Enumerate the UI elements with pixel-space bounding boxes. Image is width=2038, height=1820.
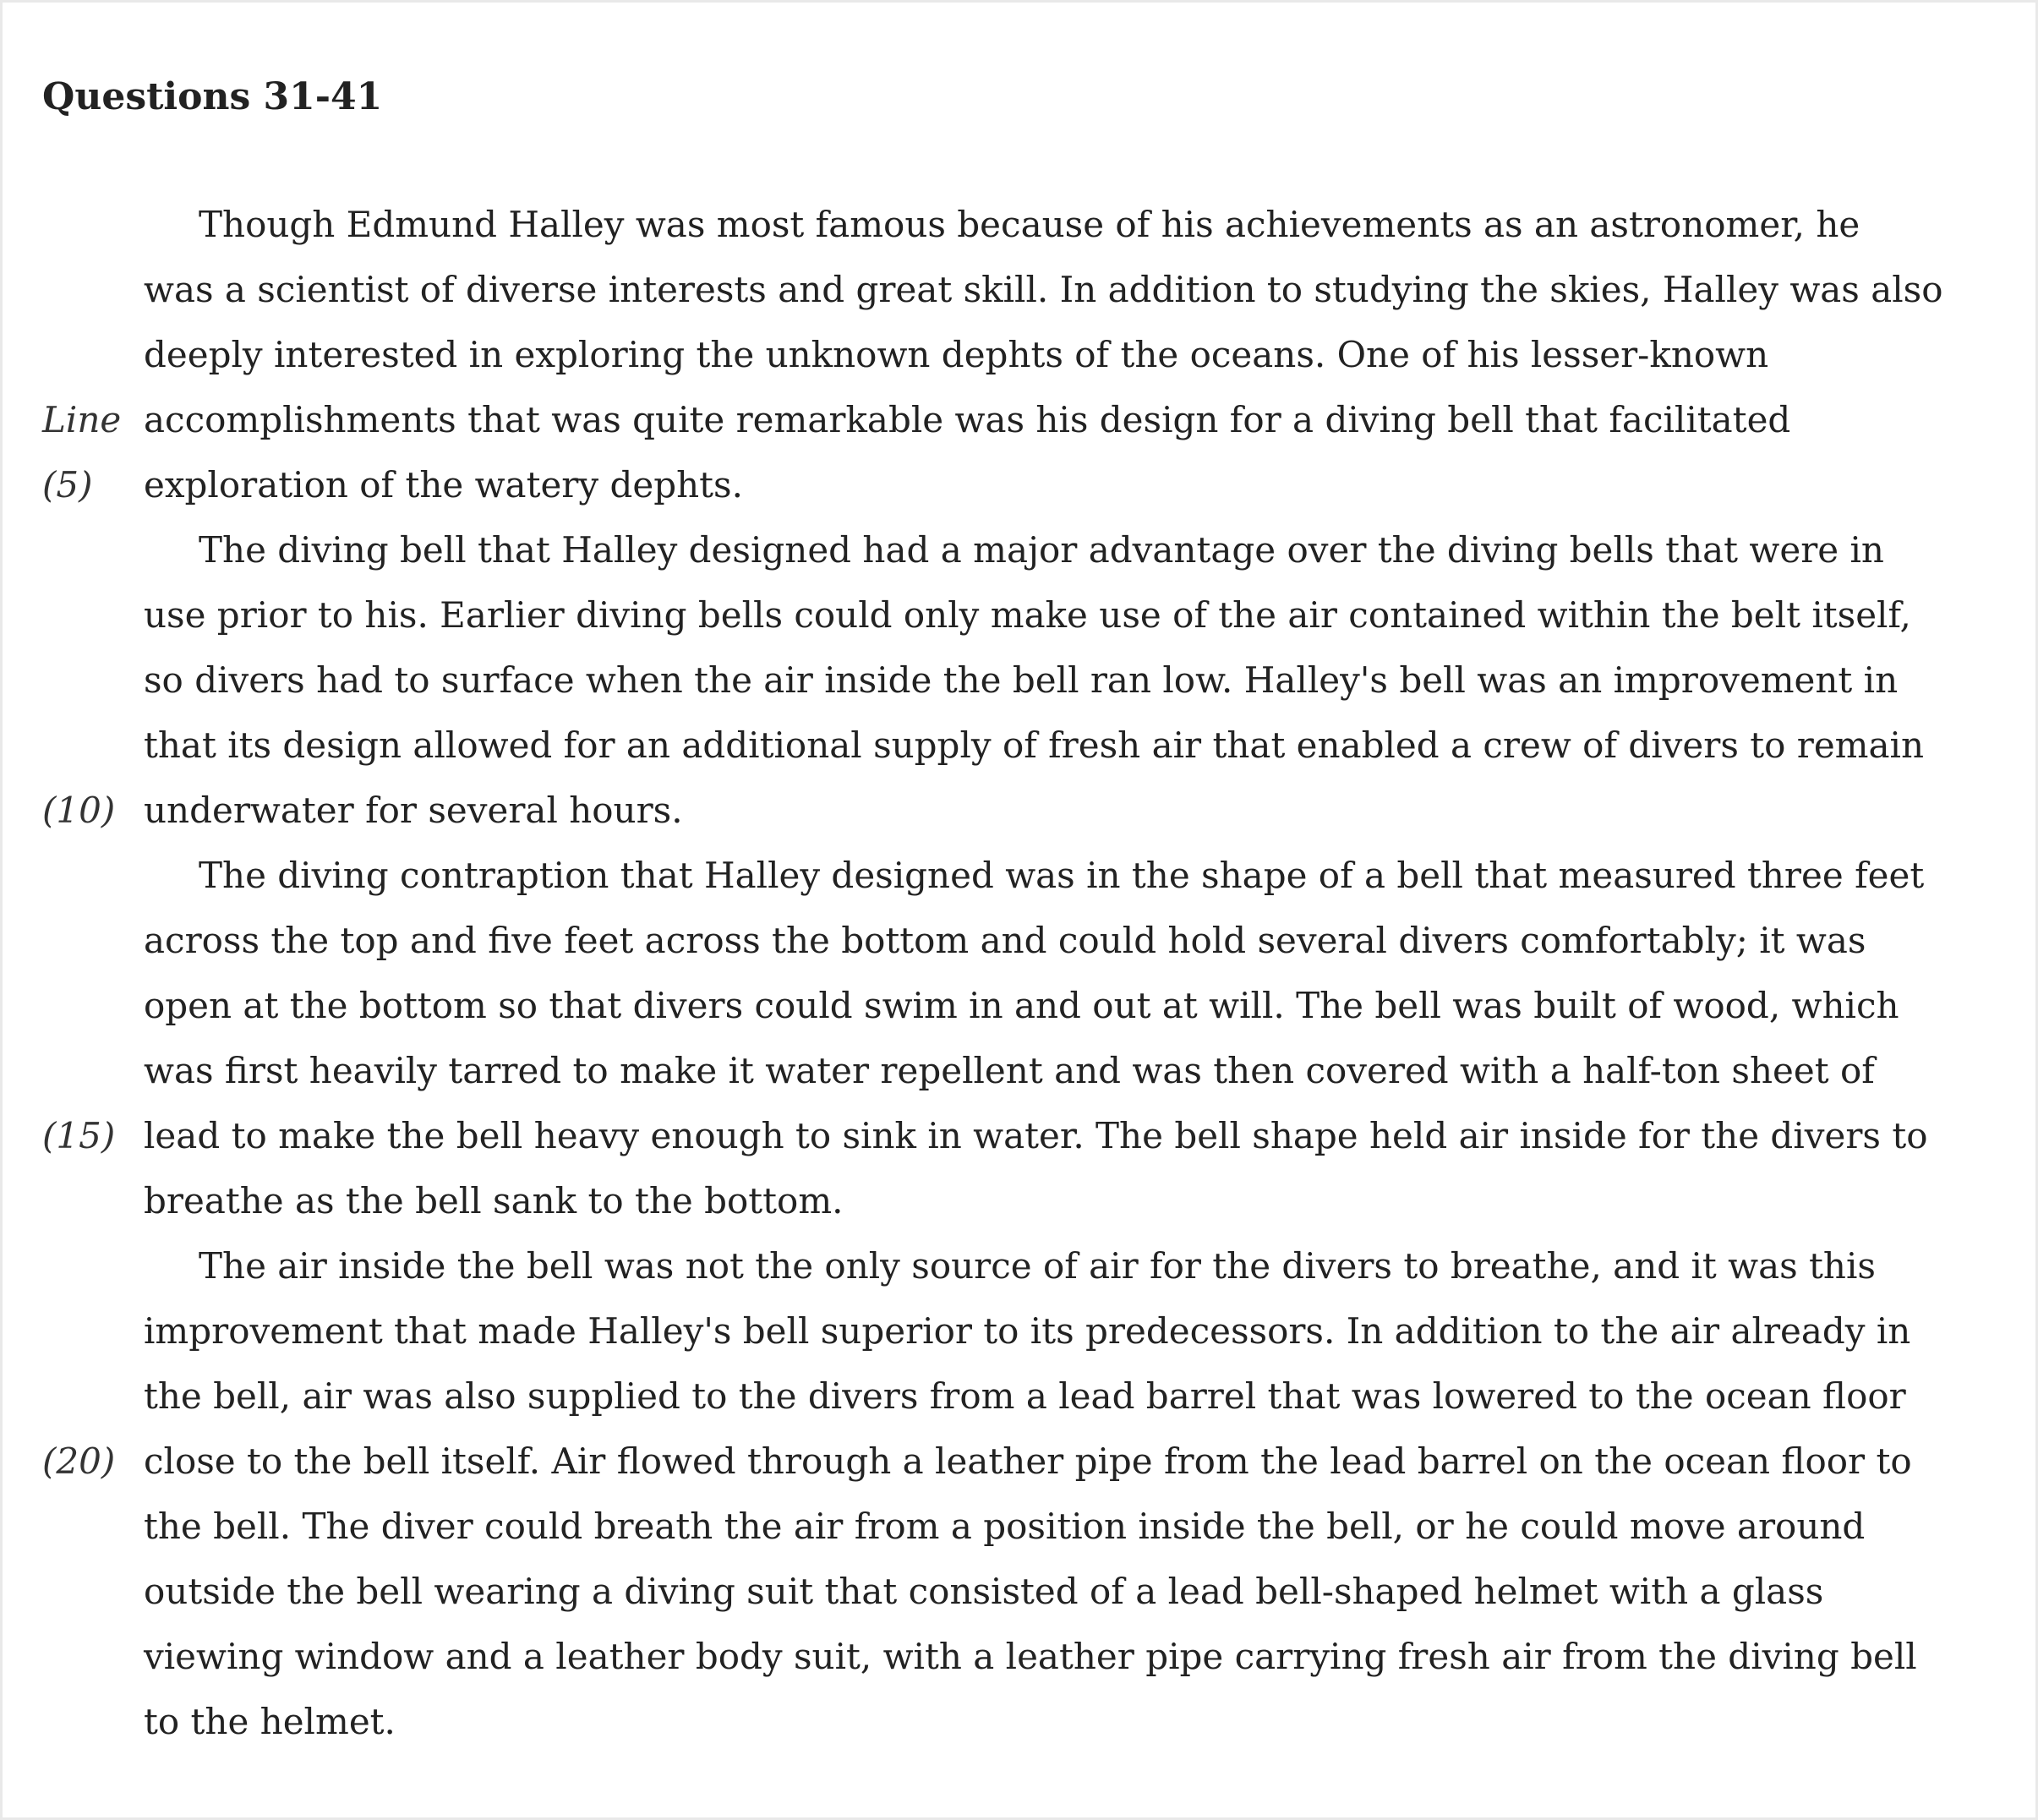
passage-line-text: lead to make the bell heavy enough to sink in water. The bell shape held air inside for the divers to (144, 1115, 1928, 1156)
passage-line-text: was first heavily tarred to make it water repellent and was then covered with a half-ton sheet of (144, 1050, 1875, 1091)
passage-line (0, 1041, 2038, 1107)
passage-line-text: was a scientist of diverse interests and great skill. In addition to studying the skies, Halley was also (144, 269, 1943, 310)
passage-line-text: open at the bottom so that divers could swim in and out at will. The bell was built of wood, which (144, 985, 1899, 1026)
passage-line-text: that its design allowed for an additional supply of fresh air that enabled a crew of divers to remain (144, 724, 1925, 766)
passage-line (0, 846, 2038, 911)
line-number-marker: (10) (42, 790, 116, 831)
passage-line (0, 1562, 2038, 1627)
passage-line (0, 1237, 2038, 1302)
passage-line (0, 1302, 2038, 1367)
line-number-marker: Line (42, 399, 122, 440)
passage-line-text: across the top and five feet across the bottom and could hold several divers comfortably; it was (144, 920, 1866, 961)
passage-line-text: improvement that made Halley's bell superior to its predecessors. In addition to the air already in (144, 1310, 1911, 1352)
passage-line (0, 651, 2038, 716)
passage-line-text: the bell, air was also supplied to the divers from a lead barrel that was lowered to the ocean floor (144, 1375, 1906, 1417)
passage-line-text: breathe as the bell sank to the bottom. (144, 1180, 844, 1222)
passage-line (0, 1367, 2038, 1432)
passage-line-text: accomplishments that was quite remarkable was his design for a diving bell that facilitated (144, 399, 1791, 440)
passage-line-text: deeply interested in exploring the unknown dephts of the oceans. One of his lesser-known (144, 334, 1769, 375)
passage-line (0, 911, 2038, 976)
passage-line (0, 1172, 2038, 1237)
paragraph-first-line: The diving bell that Halley designed had a major advantage over the diving bells that were in (199, 529, 1884, 571)
paragraph-first-line: Though Edmund Halley was most famous because of his achievements as an astronomer, he (199, 204, 1860, 245)
paragraph-first-line: The air inside the bell was not the only source of air for the divers to breathe, and it was this (199, 1245, 1876, 1287)
questions-heading: Questions 31-41 (42, 75, 383, 118)
passage-line-text: use prior to his. Earlier diving bells could only make use of the air contained within the belt itself, (144, 594, 1911, 636)
passage-line (0, 1432, 2038, 1497)
passage-line (0, 586, 2038, 651)
line-number-marker: (15) (42, 1115, 116, 1156)
passage-line (0, 716, 2038, 781)
passage-line-text: outside the bell wearing a diving suit that consisted of a lead bell-shaped helmet with a glass (144, 1571, 1824, 1612)
line-number-marker: (5) (42, 464, 93, 506)
reading-passage (0, 195, 2038, 1757)
passage-line (0, 1627, 2038, 1692)
passage-line (0, 391, 2038, 456)
passage-line-text: close to the bell itself. Air flowed through a leather pipe from the lead barrel on the ocean floor to (144, 1440, 1912, 1482)
passage-line-text: underwater for several hours. (144, 790, 683, 831)
passage-line (0, 521, 2038, 586)
passage-line (0, 976, 2038, 1041)
passage-line (0, 325, 2038, 391)
passage-line-text: to the helmet. (144, 1701, 396, 1742)
passage-line (0, 260, 2038, 325)
passage-line (0, 456, 2038, 521)
passage-line (0, 1692, 2038, 1757)
passage-line-text: viewing window and a leather body suit, with a leather pipe carrying fresh air from the diving bell (144, 1636, 1917, 1677)
line-number-marker: (20) (42, 1440, 116, 1482)
passage-line-text: so divers had to surface when the air inside the bell ran low. Halley's bell was an improvement in (144, 659, 1899, 701)
passage-line-text: the bell. The diver could breath the air from a position inside the bell, or he could move around (144, 1506, 1866, 1547)
passage-line (0, 781, 2038, 846)
paragraph-first-line: The diving contraption that Halley designed was in the shape of a bell that measured three feet (199, 855, 1925, 896)
passage-line (0, 195, 2038, 260)
passage-line (0, 1497, 2038, 1562)
passage-line (0, 1107, 2038, 1172)
passage-line-text: exploration of the watery dephts. (144, 464, 743, 506)
